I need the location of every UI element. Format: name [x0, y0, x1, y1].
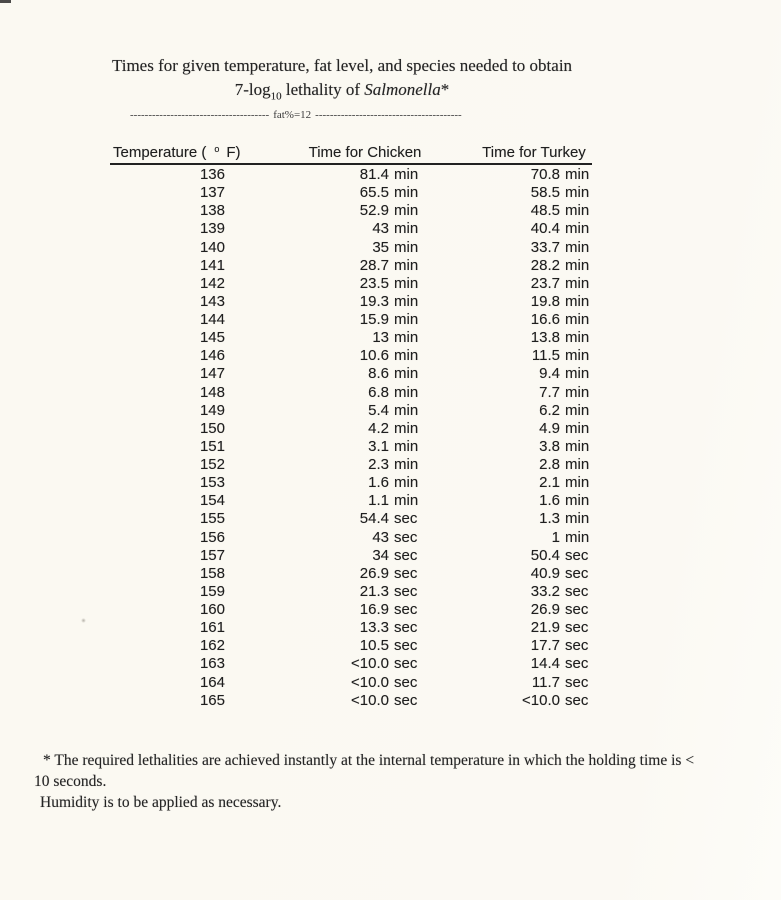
chicken-time-unit: sec	[394, 619, 418, 637]
turkey-time-unit: min	[565, 329, 590, 347]
chicken-time-unit: min	[394, 238, 419, 256]
chicken-time-value: 16.9	[359, 601, 389, 618]
turkey-time-unit: min	[565, 510, 590, 528]
temperature-cell: 143	[199, 292, 225, 310]
turkey-time-value: 21.9	[530, 619, 560, 637]
chicken-time-unit: min	[394, 456, 419, 473]
temperature-cell: 152	[199, 456, 225, 473]
turkey-time-cell	[407, 166, 592, 184]
table-row	[110, 674, 592, 692]
turkey-time-value: 40.4	[530, 220, 560, 238]
chicken-time-cell	[225, 655, 418, 673]
turkey-time-unit: min	[565, 347, 590, 365]
table-row	[110, 583, 592, 601]
turkey-time-value: 58.5	[530, 184, 560, 202]
chicken-time-unit: min	[394, 292, 419, 310]
chicken-time-unit: min	[394, 383, 419, 401]
chicken-time-unit: min	[394, 256, 419, 274]
table-row	[110, 184, 592, 202]
chicken-time-cell	[225, 365, 419, 383]
title-line-2	[0, 78, 684, 102]
turkey-time-cell	[407, 619, 592, 637]
turkey-time-cell	[407, 184, 592, 202]
column-header-chicken: Time for Chicken	[308, 144, 422, 161]
temperature-cell: 156	[199, 528, 225, 546]
table-row	[110, 529, 592, 547]
turkey-time-value: 28.2	[530, 256, 560, 274]
footnote-line-1: * The required lethalities are achieved instantly at the internal temperature in which the holding time is <	[43, 752, 695, 769]
turkey-time-value: 26.9	[530, 601, 560, 618]
chicken-time-cell	[225, 510, 418, 528]
temperature-header-text: Temperature (	[113, 144, 207, 161]
chicken-time-cell	[225, 292, 419, 311]
chicken-time-value: 10.6	[359, 347, 389, 365]
scan-artifact-top-left	[0, 0, 11, 3]
temperature-cell: 154	[199, 492, 225, 510]
table-row	[110, 311, 592, 329]
chicken-time-unit: min	[394, 474, 419, 492]
turkey-time-value: 1.3	[539, 510, 560, 528]
footnote-line-3: Humidity is to be applied as necessary.	[40, 794, 282, 811]
turkey-time-value: 4.9	[539, 419, 560, 437]
turkey-time-cell	[407, 510, 592, 528]
table-row	[110, 220, 592, 238]
table-row	[110, 239, 592, 257]
table-row	[110, 202, 592, 220]
chicken-time-cell	[225, 383, 419, 402]
turkey-time-value: 11.5	[531, 347, 560, 365]
turkey-time-cell	[407, 637, 592, 655]
chicken-time-value: 28.7	[359, 256, 389, 274]
chicken-time-unit: min	[394, 311, 419, 328]
turkey-time-cell	[407, 402, 592, 420]
temperature-cell: 146	[199, 347, 225, 365]
table-row	[110, 384, 592, 402]
turkey-time-unit: min	[565, 256, 590, 274]
table-row	[110, 257, 592, 275]
chicken-time-unit: min	[394, 347, 419, 365]
chicken-time-unit: min	[394, 274, 419, 292]
table-row	[110, 402, 592, 420]
divider-dashes-left: --------------------------------------	[130, 109, 270, 121]
turkey-time-unit: min	[565, 419, 590, 437]
table-header-row	[110, 143, 592, 165]
turkey-time-cell	[407, 547, 592, 565]
table-row	[110, 420, 592, 438]
chicken-time-value: 6.8	[368, 383, 389, 401]
column-header-turkey: Time for Turkey	[482, 144, 586, 161]
turkey-time-value: <10.0	[522, 691, 560, 709]
turkey-time-value: 13.8	[530, 329, 560, 347]
chicken-time-unit: sec	[394, 655, 418, 673]
chicken-time-cell	[225, 311, 419, 329]
table-row	[110, 692, 592, 710]
chicken-time-unit: min	[394, 166, 419, 183]
table-row	[110, 365, 592, 383]
table-row	[110, 347, 592, 365]
table-row	[110, 474, 592, 492]
title-log-prefix: 7-log	[234, 80, 271, 99]
chicken-time-value: 1.1	[368, 492, 389, 510]
turkey-time-unit: sec	[565, 582, 589, 600]
turkey-time-unit: sec	[565, 673, 589, 691]
chicken-time-cell	[225, 691, 418, 710]
turkey-time-unit: min	[565, 220, 590, 238]
table-row	[110, 655, 592, 673]
turkey-time-value: 7.7	[539, 383, 560, 401]
table-row	[110, 547, 592, 565]
turkey-time-unit: min	[565, 166, 590, 183]
temperature-cell: 153	[199, 474, 225, 492]
chicken-time-value: 81.4	[359, 166, 389, 183]
chicken-time-cell	[225, 202, 419, 220]
temperature-cell: 161	[199, 619, 225, 637]
chicken-time-unit: sec	[394, 510, 418, 528]
chicken-time-cell	[225, 601, 418, 619]
turkey-time-cell	[407, 674, 592, 692]
turkey-time-unit: min	[565, 238, 590, 256]
chicken-time-value: 15.9	[359, 311, 389, 328]
turkey-time-value: 33.7	[530, 238, 560, 256]
chicken-time-value: <10.0	[351, 655, 389, 673]
table-row	[110, 293, 592, 311]
chicken-time-value: 3.1	[368, 437, 389, 455]
turkey-time-unit: min	[565, 274, 590, 292]
temperature-cell: 137	[199, 184, 225, 202]
temperature-cell: 165	[199, 691, 225, 709]
turkey-time-cell	[407, 347, 592, 365]
turkey-time-cell	[407, 275, 592, 293]
title-lethality-text: lethality of	[281, 80, 365, 99]
turkey-time-value: 2.1	[539, 474, 560, 492]
turkey-time-unit: min	[565, 437, 590, 455]
chicken-time-unit: min	[394, 329, 419, 347]
chicken-time-value: 52.9	[359, 202, 389, 220]
turkey-time-unit: min	[565, 528, 590, 546]
chicken-time-value: 13	[372, 329, 389, 347]
temperature-cell: 163	[199, 655, 225, 673]
turkey-time-unit: min	[565, 492, 590, 510]
turkey-time-unit: min	[565, 311, 590, 328]
chicken-time-cell	[225, 582, 418, 601]
chicken-time-value: 13.3	[359, 619, 389, 637]
chicken-time-cell	[225, 274, 419, 293]
chicken-time-unit: sec	[394, 691, 418, 709]
fat-level-label: fat%=12	[273, 109, 312, 121]
turkey-time-value: 9.4	[539, 365, 560, 383]
chicken-time-cell	[225, 546, 418, 565]
turkey-time-cell	[407, 692, 592, 710]
temperature-header-unit: F)	[226, 144, 241, 161]
turkey-time-cell	[407, 655, 592, 673]
temperature-cell: 140	[199, 238, 225, 256]
chicken-time-unit: min	[394, 202, 419, 220]
footnote	[34, 750, 762, 813]
chicken-time-cell	[225, 347, 419, 365]
chicken-time-cell	[225, 673, 418, 692]
temperature-cell: 136	[199, 166, 225, 183]
chicken-time-unit: sec	[394, 673, 418, 691]
turkey-time-value: 50.4	[530, 546, 560, 564]
table-row	[110, 637, 592, 655]
chicken-time-unit: min	[394, 365, 419, 383]
turkey-time-value: 2.8	[539, 456, 560, 473]
temperature-cell: 157	[199, 546, 225, 564]
chicken-time-unit: min	[394, 419, 419, 437]
table-row	[110, 456, 592, 474]
table-row	[110, 492, 592, 510]
turkey-time-value: 19.8	[530, 292, 560, 310]
turkey-time-cell	[407, 601, 592, 619]
chicken-time-cell	[225, 437, 419, 456]
chicken-time-value: 23.5	[359, 274, 389, 292]
divider-dashes-right: ----------------------------------------	[315, 109, 462, 121]
lethality-times-table	[110, 143, 592, 710]
title-asterisk: *	[440, 80, 450, 99]
temperature-cell: 148	[199, 383, 225, 401]
temperature-cell: 138	[199, 202, 225, 220]
chicken-time-cell	[225, 401, 419, 420]
turkey-time-unit: sec	[565, 619, 589, 637]
turkey-time-value: 33.2	[530, 582, 560, 600]
temperature-cell: 144	[199, 311, 225, 328]
temperature-cell: 162	[199, 637, 225, 655]
chicken-time-unit: sec	[394, 601, 418, 618]
turkey-time-unit: min	[565, 383, 590, 401]
turkey-time-value: 6.2	[539, 401, 560, 419]
turkey-time-cell	[407, 492, 592, 510]
chicken-time-value: 65.5	[359, 184, 389, 202]
turkey-time-cell	[407, 456, 592, 474]
chicken-time-value: <10.0	[351, 673, 389, 691]
chicken-time-cell	[225, 238, 419, 257]
table-body	[110, 165, 592, 710]
chicken-time-cell	[225, 419, 419, 438]
chicken-time-value: 54.4	[359, 510, 389, 528]
chicken-time-unit: min	[394, 401, 419, 419]
chicken-time-value: 5.4	[368, 401, 389, 419]
turkey-time-cell	[407, 293, 592, 311]
chicken-time-cell	[225, 256, 419, 275]
document-title	[0, 54, 684, 102]
turkey-time-value: 40.9	[530, 564, 560, 582]
temperature-cell: 151	[199, 437, 225, 455]
turkey-time-cell	[407, 474, 592, 492]
turkey-time-value: 14.4	[530, 655, 560, 673]
footnote-line-2: 10 seconds.	[34, 773, 107, 790]
scan-speck	[81, 618, 86, 623]
title-line-1: Times for given temperature, fat level, and species needed to obtain	[111, 56, 573, 75]
table-row	[110, 601, 592, 619]
temperature-cell: 139	[199, 220, 225, 238]
temperature-cell: 147	[199, 365, 225, 383]
temperature-cell: 155	[199, 510, 225, 528]
chicken-time-cell	[225, 474, 419, 492]
temperature-cell: 142	[199, 274, 225, 292]
turkey-time-cell	[407, 565, 592, 583]
turkey-time-value: 23.7	[530, 274, 560, 292]
table-row	[110, 275, 592, 293]
turkey-time-unit: min	[565, 184, 590, 202]
chicken-time-value: 43	[372, 528, 389, 546]
chicken-time-cell	[225, 619, 418, 637]
chicken-time-value: 43	[372, 220, 389, 238]
turkey-time-cell	[407, 329, 592, 347]
chicken-time-cell	[225, 184, 419, 202]
turkey-time-value: 70.8	[530, 166, 560, 183]
table-row	[110, 510, 592, 528]
chicken-time-cell	[225, 166, 419, 184]
chicken-time-value: <10.0	[351, 691, 389, 709]
temperature-cell: 145	[199, 329, 225, 347]
turkey-time-value: 1	[551, 528, 560, 546]
turkey-time-value: 17.7	[530, 637, 560, 655]
chicken-time-cell	[225, 564, 418, 583]
chicken-time-unit: min	[394, 220, 419, 238]
temperature-cell: 141	[199, 256, 225, 274]
turkey-time-unit: sec	[565, 637, 589, 655]
chicken-time-unit: min	[394, 492, 419, 510]
chicken-time-cell	[225, 220, 419, 238]
fat-level-divider	[130, 108, 462, 122]
temperature-cell: 149	[199, 401, 225, 419]
column-header-temperature	[113, 144, 241, 161]
chicken-time-value: 2.3	[368, 456, 389, 473]
degree-symbol: o	[214, 144, 220, 154]
temperature-cell: 150	[199, 419, 225, 437]
chicken-time-value: 10.5	[359, 637, 389, 655]
turkey-time-cell	[407, 202, 592, 220]
chicken-time-unit: sec	[394, 582, 418, 600]
chicken-time-cell	[225, 528, 418, 547]
chicken-time-value: 4.2	[368, 419, 389, 437]
temperature-cell: 164	[199, 673, 225, 691]
turkey-time-cell	[407, 583, 592, 601]
chicken-time-unit: sec	[394, 564, 418, 582]
turkey-time-unit: min	[565, 292, 590, 310]
turkey-time-unit: min	[565, 401, 590, 419]
chicken-time-cell	[225, 456, 419, 474]
chicken-time-value: 19.3	[359, 292, 389, 310]
table-row	[110, 166, 592, 184]
chicken-time-value: 8.6	[368, 365, 389, 383]
chicken-time-unit: min	[394, 437, 419, 455]
turkey-time-unit: min	[565, 365, 590, 383]
turkey-time-cell	[407, 529, 592, 547]
table-row	[110, 565, 592, 583]
turkey-time-unit: min	[565, 202, 590, 220]
turkey-time-value: 11.7	[531, 673, 560, 691]
turkey-time-unit: sec	[565, 655, 589, 673]
turkey-time-cell	[407, 438, 592, 456]
temperature-cell: 158	[199, 564, 225, 582]
turkey-time-cell	[407, 220, 592, 238]
chicken-time-value: 1.6	[368, 474, 389, 492]
turkey-time-value: 1.6	[539, 492, 560, 510]
chicken-time-unit: sec	[394, 528, 418, 546]
turkey-time-unit: min	[565, 474, 590, 492]
table-row	[110, 329, 592, 347]
turkey-time-unit: min	[565, 456, 590, 473]
title-species-name: Salmonella	[364, 80, 441, 99]
turkey-time-value: 48.5	[530, 202, 560, 220]
chicken-time-unit: min	[394, 184, 419, 202]
turkey-time-cell	[407, 239, 592, 257]
turkey-time-unit: sec	[565, 546, 589, 564]
table-row	[110, 438, 592, 456]
turkey-time-cell	[407, 257, 592, 275]
chicken-time-cell	[225, 637, 418, 655]
chicken-time-value: 26.9	[359, 564, 389, 582]
title-log-subscript: 10	[270, 90, 282, 103]
temperature-cell: 159	[199, 582, 225, 600]
chicken-time-value: 21.3	[359, 582, 389, 600]
chicken-time-unit: sec	[394, 546, 418, 564]
chicken-time-unit: sec	[394, 637, 418, 655]
turkey-time-cell	[407, 420, 592, 438]
temperature-cell: 160	[199, 601, 225, 618]
turkey-time-unit: sec	[565, 564, 589, 582]
turkey-time-value: 16.6	[530, 311, 560, 328]
turkey-time-cell	[407, 365, 592, 383]
chicken-time-cell	[225, 492, 419, 510]
turkey-time-unit: sec	[565, 691, 589, 709]
chicken-time-cell	[225, 329, 419, 347]
turkey-time-unit: sec	[565, 601, 589, 618]
turkey-time-cell	[407, 311, 592, 329]
turkey-time-cell	[407, 384, 592, 402]
turkey-time-value: 3.8	[539, 437, 560, 455]
chicken-time-value: 35	[372, 238, 389, 256]
table-row	[110, 619, 592, 637]
chicken-time-value: 34	[372, 546, 389, 564]
